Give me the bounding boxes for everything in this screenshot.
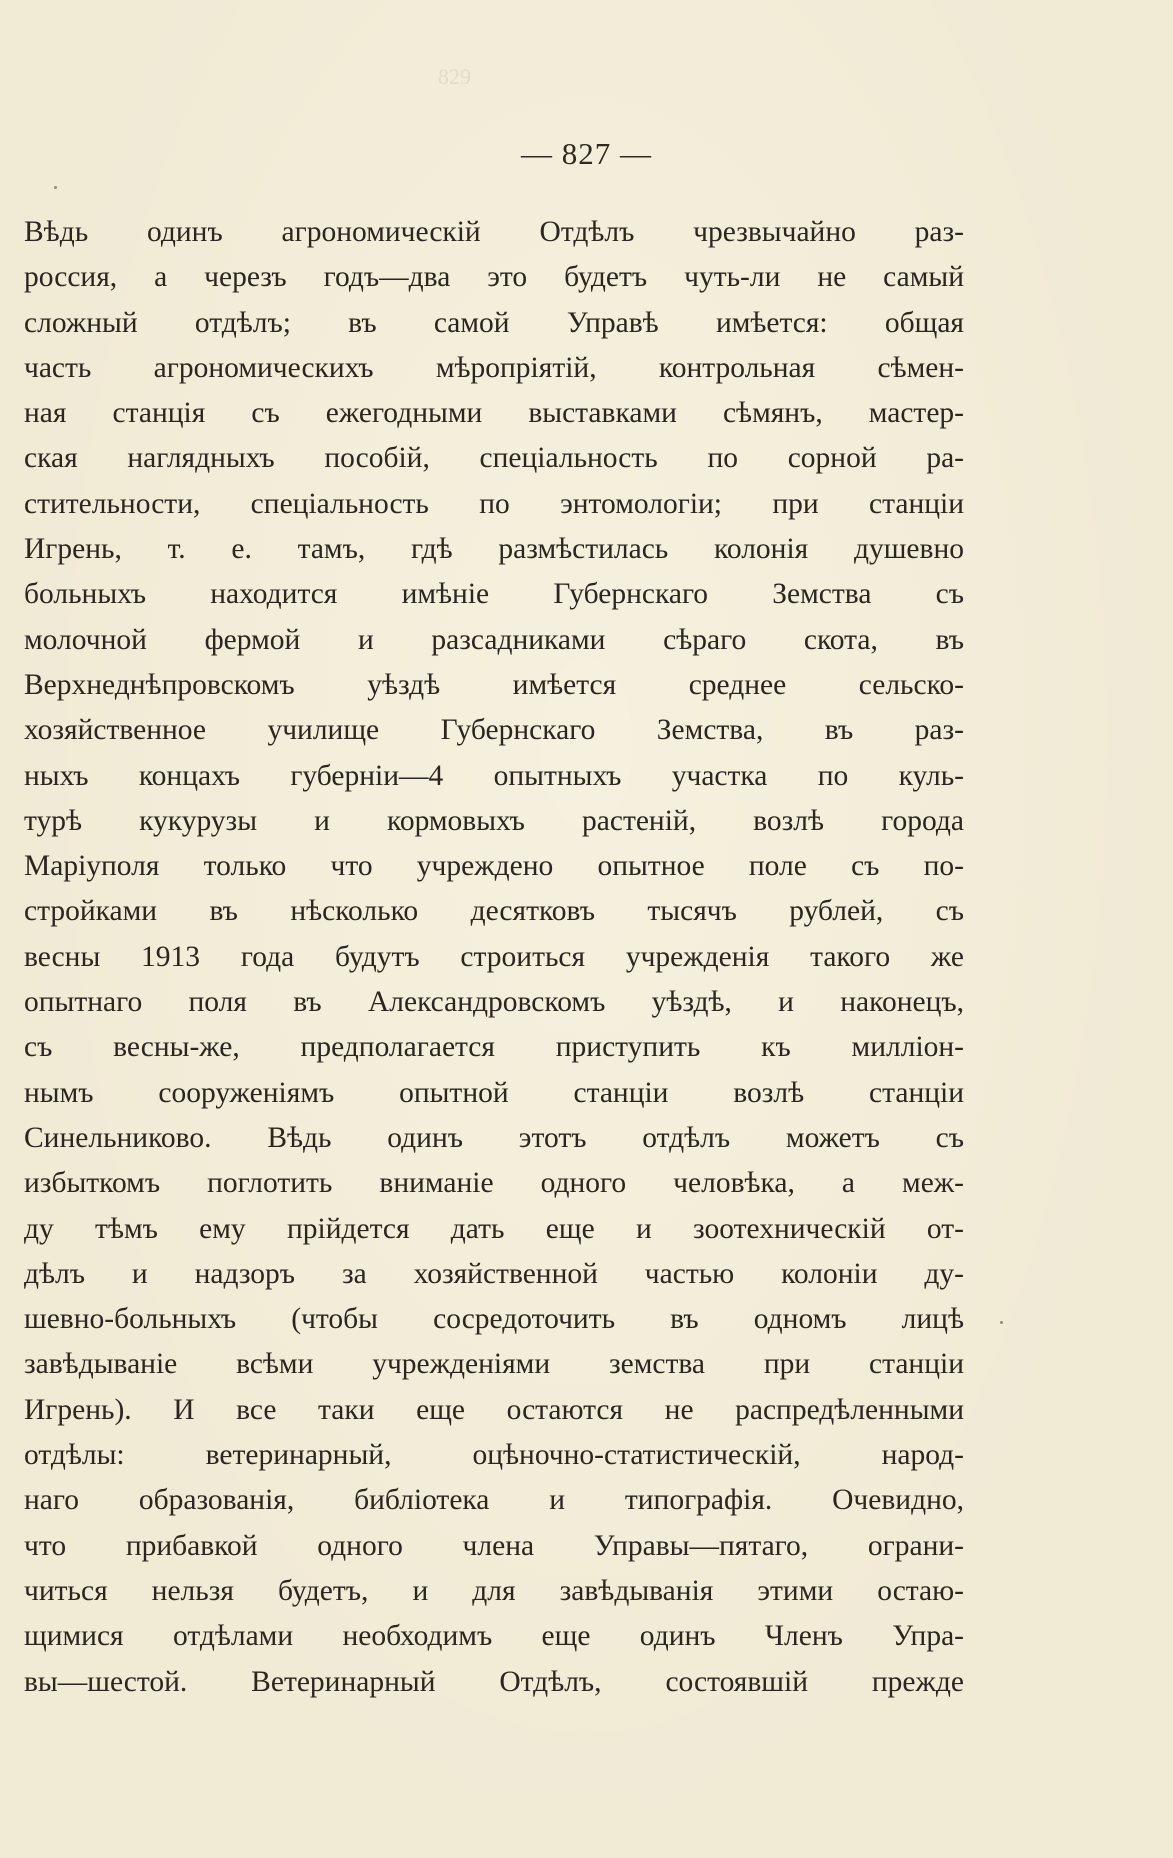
text-line: больныхъ находится имѣніе Губернскаго Земства съ [24,578,964,611]
text-line: турѣ кукурузы и кормовыхъ растеній, возлѣ города [24,804,964,837]
text-line: Игрень). И все таки еще остаются не распредѣленными [24,1393,964,1426]
text-line: Игрень, т. е. тамъ, гдѣ размѣстилась колонія душевно [24,533,964,566]
text-line: отдѣлы: ветеринарный, оцѣночно-статистическій, народ- [24,1439,964,1472]
text-line: хозяйственное училище Губернскаго Земства, въ раз- [24,714,964,747]
ink-speck [1000,1321,1003,1324]
text-line: съ весны-же, предполагается приступить къ милліон- [24,1031,964,1064]
text-line: ская наглядныхъ пособій, спеціальность по сорной ра- [24,442,964,475]
text-line: россия, а черезъ годъ—два это будетъ чуть-ли не самый [24,261,964,294]
text-line: Синельниково. Вѣдь одинъ этотъ отдѣлъ можетъ съ [24,1121,964,1154]
page-number: — 827 — [521,136,652,171]
body-text [24,210,964,1705]
text-line: стительности, спеціальность по энтомологіи; при станціи [24,487,964,520]
text-line: Маріуполя только что учреждено опытное поле съ по- [24,850,964,883]
text-line: весны 1913 года будутъ строиться учрежденія такого же [24,940,964,973]
text-line: сложный отдѣлъ; въ самой Управѣ имѣется: общая [24,306,964,339]
text-line: часть агрономическихъ мѣропріятій, контрольная сѣмен- [24,351,964,384]
text-line: ная станція съ ежегодными выставками сѣмянъ, мастер- [24,397,964,430]
text-line: ныхъ концахъ губерніи—4 опытныхъ участка по куль- [24,759,964,792]
text-line: Верхнеднѣпровскомъ уѣздѣ имѣется среднее сельско- [24,668,964,701]
text-line: вы—шестой. Ветеринарный Отдѣлъ, состоявшій прежде [24,1665,964,1698]
text-line: завѣдываніе всѣми учрежденіями земства при станціи [24,1348,964,1381]
text-line: опытнаго поля въ Александровскомъ уѣздѣ, и наконецъ, [24,986,964,1019]
text-line: дѣлъ и надзоръ за хозяйственной частью колоніи ду- [24,1257,964,1290]
show-through-mark: 829 [438,64,471,89]
text-line: стройками въ нѣсколько десятковъ тысячъ рублей, съ [24,895,964,928]
text-line: Вѣдь одинъ агрономическій Отдѣлъ чрезвычайно раз- [24,216,964,248]
text-line: шевно-больныхъ (чтобы сосредоточить въ одномъ лицѣ [24,1303,964,1336]
text-line: ду тѣмъ ему прійдется дать еще и зоотехническій от- [24,1212,964,1245]
text-line: читься нельзя будетъ, и для завѣдыванія этими остаю- [24,1574,964,1607]
text-line: щимися отдѣлами необходимъ еще одинъ Членъ Упра- [24,1620,964,1653]
text-line: нымъ сооруженіямъ опытной станціи возлѣ станціи [24,1076,964,1109]
text-line: избыткомъ поглотить вниманіе одного человѣка, а меж- [24,1167,964,1200]
ink-speck [54,186,57,189]
text-line: что прибавкой одного члена Управы—пятаго, ограни- [24,1529,964,1562]
text-line: молочной фермой и разсадниками сѣраго скота, въ [24,623,964,656]
text-line: наго образованія, библіотека и типографія. Очевидно, [24,1484,964,1517]
